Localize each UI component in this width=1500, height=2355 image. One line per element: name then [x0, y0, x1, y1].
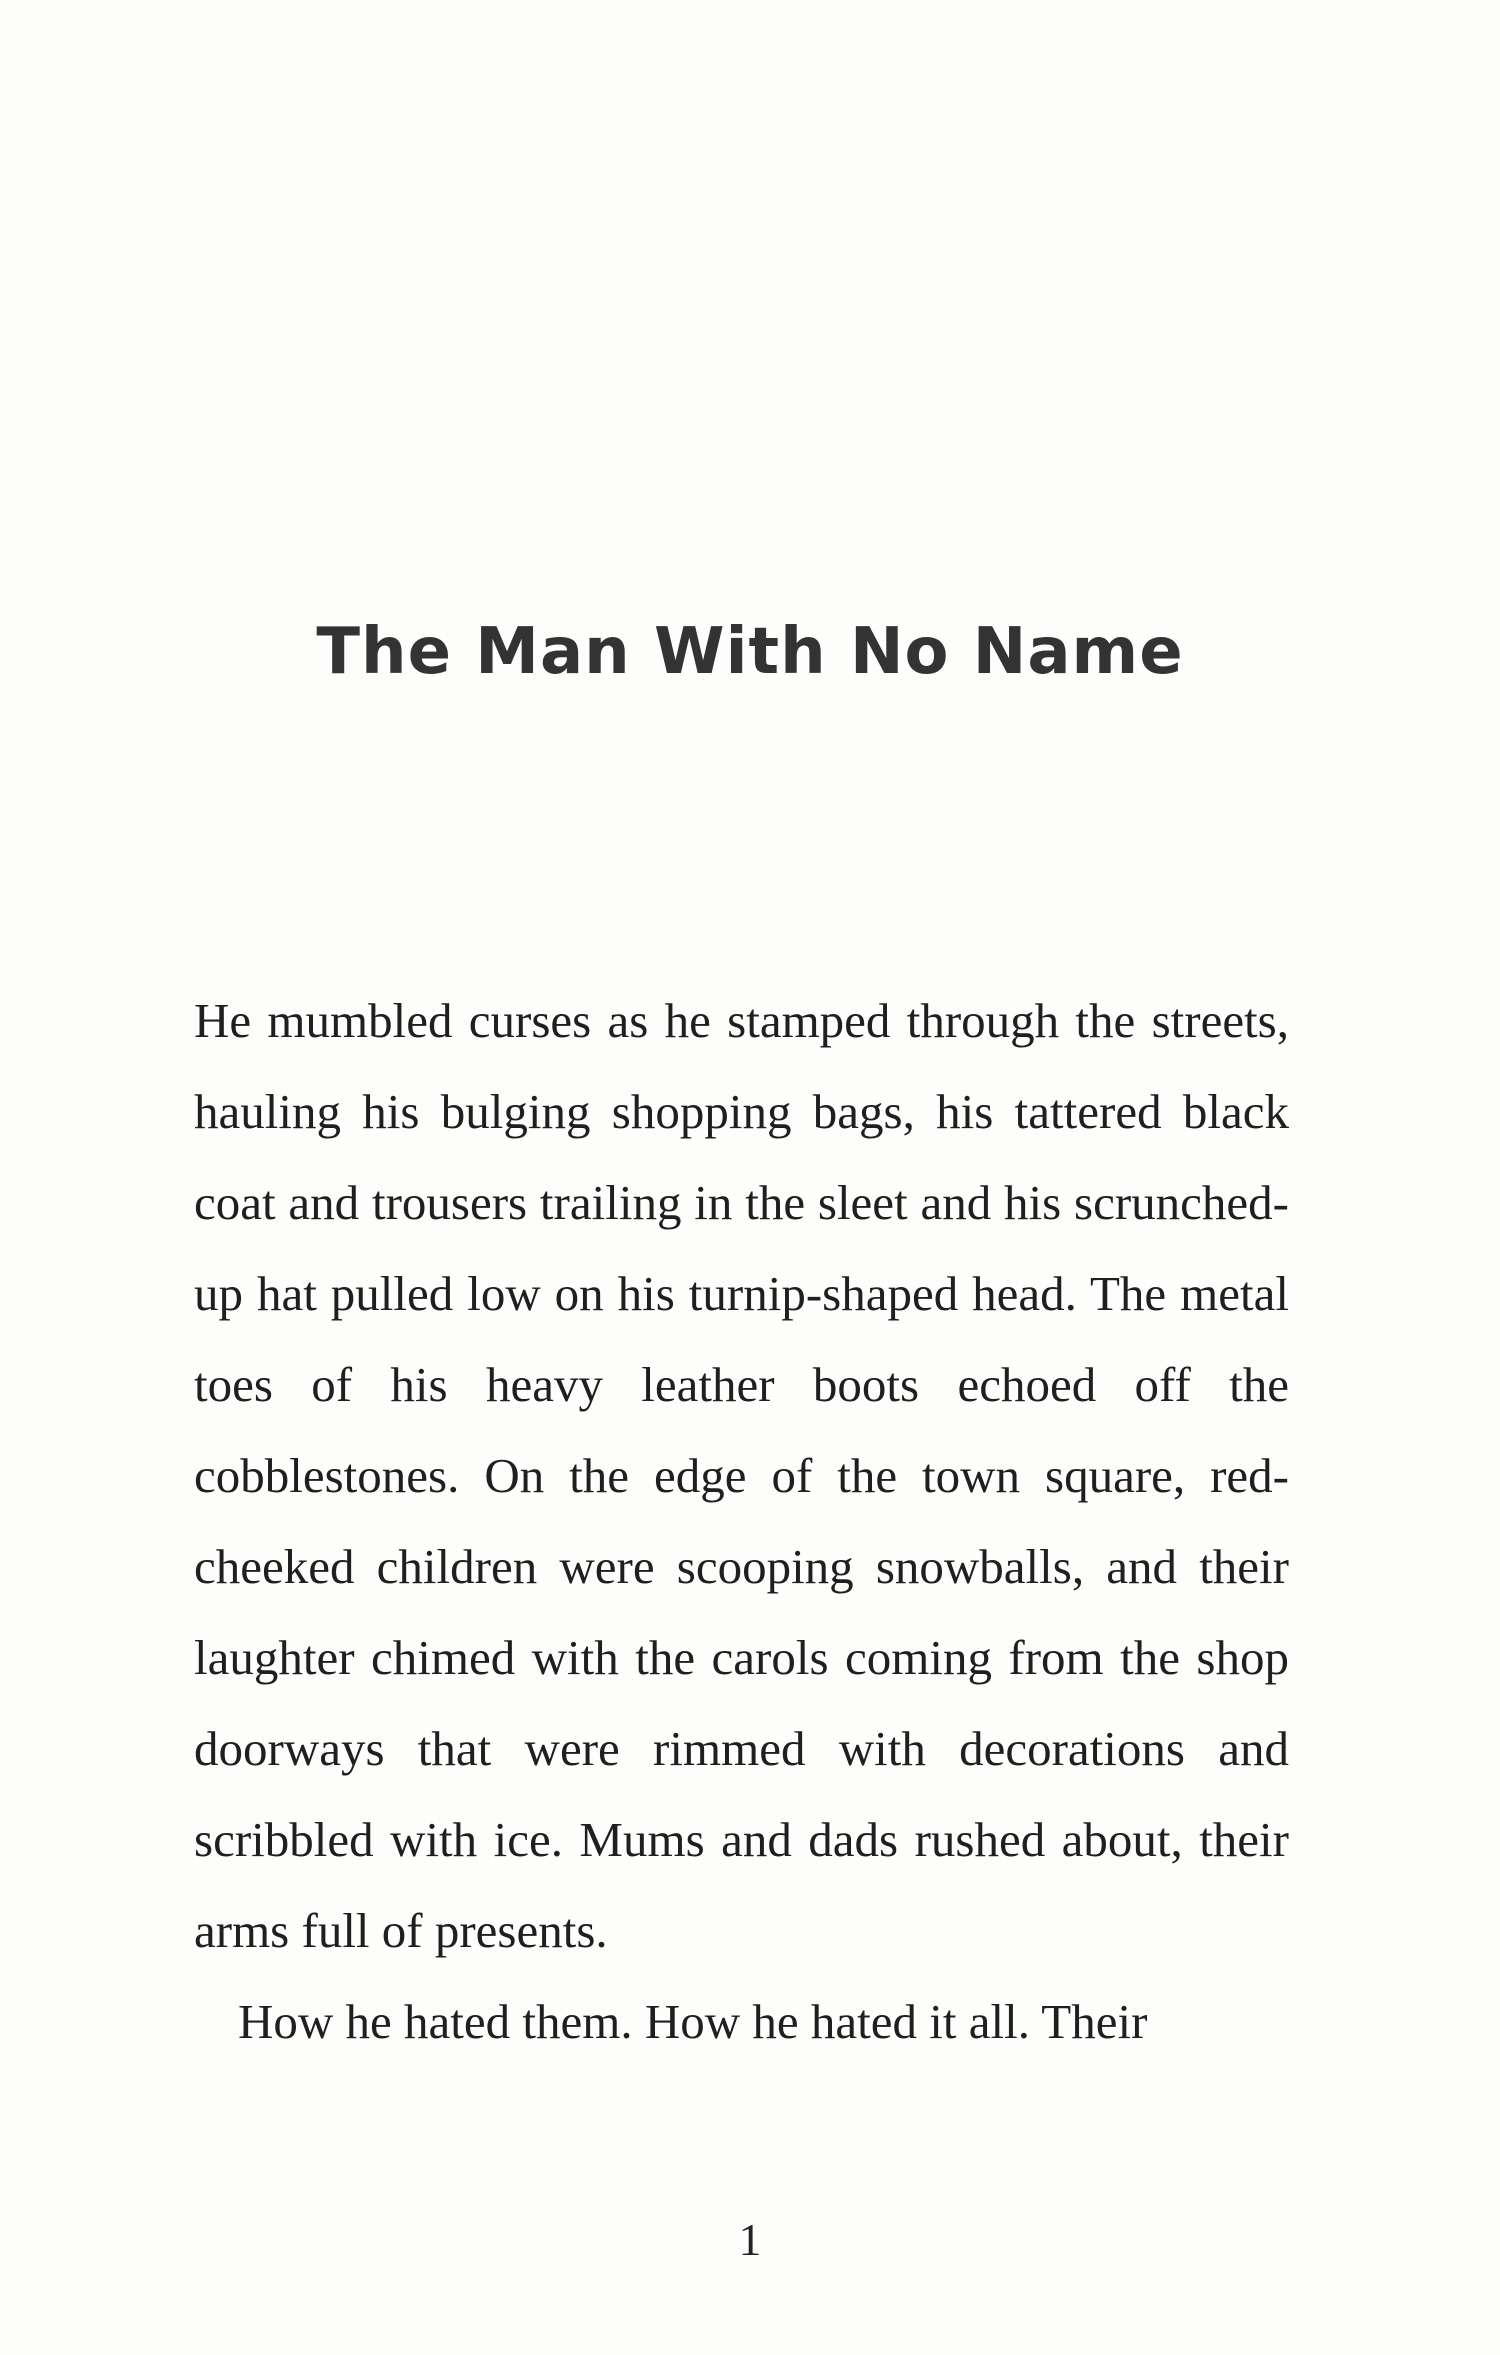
paragraph: He mumbled curses as he stamped through the streets, hauling his bulging shopping bags, his tattered black coat and trousers trailing in the sleet and his scrunched-up hat pulled low on his turnip-shaped head. The metal toes of his heavy leather boots echoed off the cobblestones. On the edge of the town square, red-cheeked children were scooping snowballs, and their laughter chimed with the carols coming from the shop doorways that were rimmed with decorations and scribbled with ice. Mums and dads rushed about, their arms full of presents.: [194, 993, 1289, 1958]
paragraph: How he hated them. How he hated it all. Their: [238, 1994, 1148, 2049]
page-number: 1: [738, 2214, 762, 2265]
body-text: [194, 975, 1289, 2067]
chapter-title: The Man With No Name: [316, 615, 1184, 689]
